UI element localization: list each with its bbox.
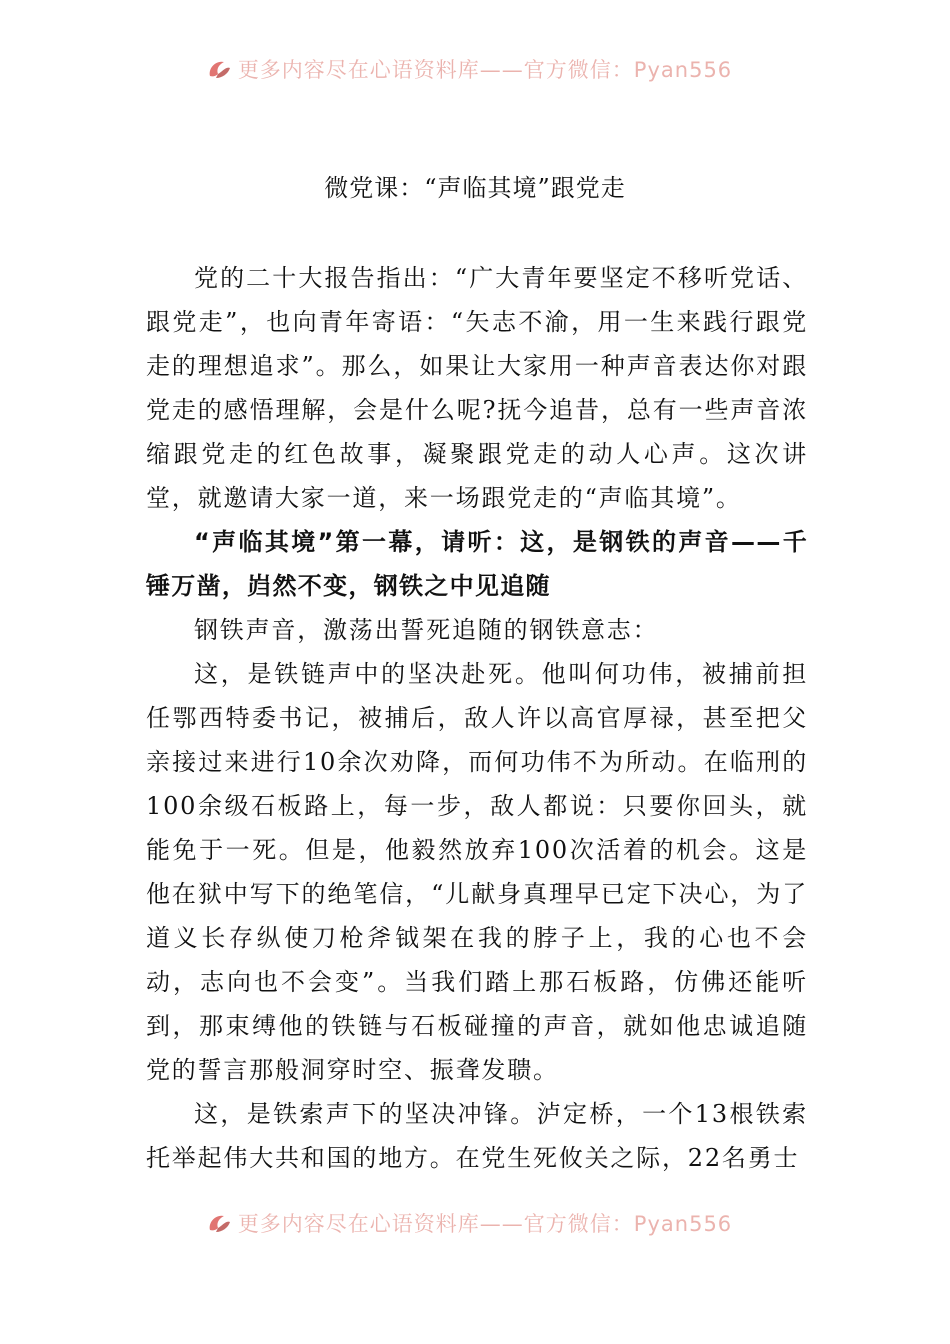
- watermark-footer: [0, 1206, 950, 1240]
- watermark-logo-icon: [206, 1210, 232, 1236]
- paragraph-steel-lead: 钢铁声音，激荡出誓死追随的钢铁意志：: [194, 616, 659, 644]
- paragraph-intro: 党的二十大报告指出：“广大青年要坚定不移听党话、跟党走”，也向青年寄语：“矢志不渝，用一生来践行跟党走的理想追求”。那么，如果让大家用一种声音表达你对跟党走的感悟理解，会是什么呢?抚今追昔，总有一些声音浓缩跟党走的红色故事，凝聚跟党走的动人心声。这次讲堂，就邀请大家一道，来一场跟党走的“声临其境”。: [146, 264, 808, 512]
- paragraph-he-gongwei: 这，是铁链声中的坚决赴死。他叫何功伟，被捕前担任鄂西特委书记，被捕后，敌人许以高官厚禄，甚至把父亲接过来进行10余次劝降，而何功伟不为所动。在临刑的100余级石板路上，每一步，敌人都说：只要你回头，就能免于一死。但是，他毅然放弃100次活着的机会。这是他在狱中写下的绝笔信，“儿献身真理早已定下决心，为了道义长存纵使刀枪斧钺架在我的脖子上，我的心也不会动，志向也不会变”。当我们踏上那石板路，仿佛还能听到，那束缚他的铁链与石板碰撞的声音，就如他忠诚追随党的誓言那般洞穿时空、振聋发聩。: [146, 660, 808, 1084]
- paragraph-luding-bridge: 这，是铁索声下的坚决冲锋。泸定桥，一个13根铁索托举起伟大共和国的地方。在党生死攸关之际，22名勇士: [146, 1100, 808, 1172]
- watermark-text: 更多内容尽在心语资料库——官方微信：Pyan556: [237, 58, 733, 82]
- document-title: 微党课：“声临其境”跟党走: [324, 174, 626, 202]
- document-body: [146, 256, 808, 1180]
- watermark-logo-icon: [206, 56, 232, 82]
- section-heading-steel: “声临其境”第一幕，请听：这，是钢铁的声音——千锤万凿，岿然不变，钢铁之中见追随: [146, 528, 808, 600]
- watermark-header: [0, 52, 950, 86]
- watermark-text: 更多内容尽在心语资料库——官方微信：Pyan556: [237, 1212, 733, 1236]
